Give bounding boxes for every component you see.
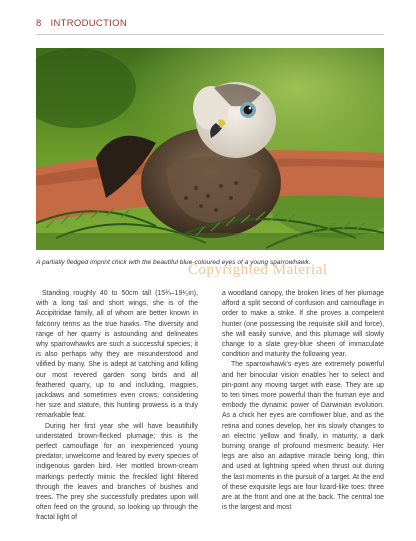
photo-illustration — [36, 48, 384, 250]
page-number: 8 — [36, 18, 42, 29]
paragraph: During her first year she will have beautifully understated brown-flecked plumage; this is the perfect camouflage for an inexperienced young predator, unwelcome and feared by every species of indigenous garden bird. Her mottled brown-cream markings perfectly mimic the freckled light filtered through the leaves and branches of bushes and trees. The prey she successfully predates upon will often feed on the ground, so looking up through the fractal light of — [36, 422, 198, 522]
watermark: Copyrighted Material — [188, 262, 328, 278]
paragraph: a woodland canopy, the broken lines of her plumage afford a split second of confusion and camouflage in order to make a strike. If she proves a competent hunter (one possessing the requisite skill and force), she will easily survive, and this plumage will slowly change to a slate grey-blue sheen of immaculate condition and maturity the following year. — [222, 290, 384, 359]
paragraph: The sparrowhawk's eyes are extremely powerful and her binocular vision enables her to select and pin-point any moving target with ease. They are up to ten times more powerful than the human eye and embody the dynamic power of Darwinian evolution. As a chick her eyes are cornflower blue, and as the retina and cones develop, her iris slowly changes to an electric yellow and finally, in maturity, a dark burning orange of profound mesmeric beauty. Her legs are also an adaptive miracle being long, thin and used at lightning speed when thrust out during the last moments in the pursuit of a target. At the end of these exquisite legs are four lizard-like toes: three are at the front and one at the back. The central toe is the largest and most — [222, 361, 384, 512]
paragraph: Standing roughly 40 to 50cm tall (15¾–19¹⁄₂in), with a long tail and short wings, she is of the Accipitridae family, all of whom are better known in falconry terms as the true hawks. The diversity and range of her quarry is astounding and delineates why sparrowhawks are such a successful species; it is also perhaps why they are misunderstood and vilified by many. She is adept at catching and killing our most revered garden song birds and all feathered quarry, up to and including, magpies, jackdaws and sometimes even crows; considering her size and stature, this hunting prowess is a truly remarkable feat. — [36, 290, 198, 420]
body-column-right — [222, 289, 384, 513]
section-title: INTRODUCTION — [50, 18, 127, 29]
running-header — [36, 18, 384, 35]
sparrowhawk-chick-photo — [36, 48, 384, 250]
body-column-left — [36, 289, 198, 524]
figure-caption: A partially fledged imprint chick with the beautiful blue-coloured eyes of a young sparrowhawk. — [36, 259, 311, 266]
